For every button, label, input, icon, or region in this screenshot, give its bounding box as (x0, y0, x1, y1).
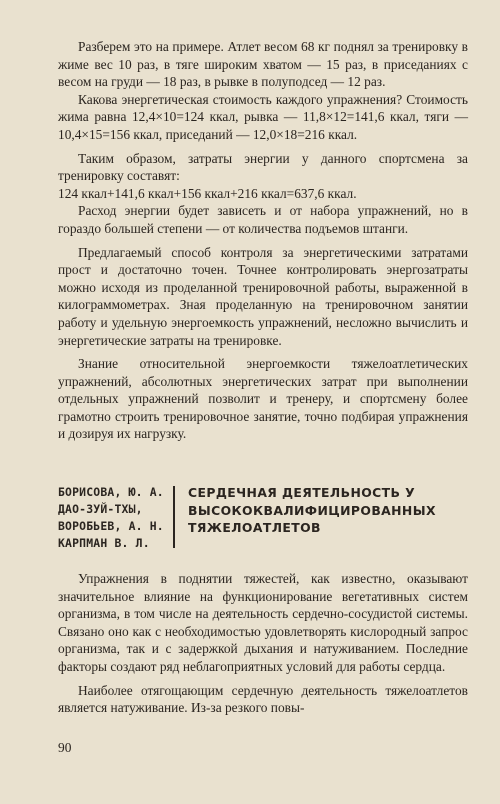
energy-formula: 124 ккал+141,6 ккал+156 ккал+216 ккал=637,6 ккал. (58, 185, 357, 201)
paragraph: Наиболее отягощающим сердечную деятельность тяжелоатлетов является натуживание. Из-за резкого повы- (58, 682, 468, 716)
page-number: 90 (58, 740, 72, 755)
paragraph: Упражнения в поднятии тяжестей, как известно, оказывают значительное влияние на функционирование вегетативных систем организма, в том числе на деятельность сердечно-сосудистой системы. Связано оно как с необходимостью удовлетворять кислородный запрос организма, так и с задержкой дыхания и натуживанием. Последние факторы создают ряд неблагоприятных условий для работы сердца. (58, 571, 468, 674)
article-header (58, 484, 478, 554)
author-line: КАРПМАН В. Л. (58, 536, 150, 550)
title-line: СЕРДЕЧНАЯ ДЕЯТЕЛЬНОСТЬ У (188, 485, 416, 500)
author-line: ДАО-ЗУЙ-ТХЫ, (58, 502, 143, 516)
paragraph: Предлагаемый способ контроля за энергетическими затратами прост и достаточно точен. Точнее контролировать энергозатраты можно исходя из проделанной тренировочной работы, выраженной в килограммометрах. Зная проделанную на тренировочном занятии работу и удельную энергоемкость упражнений, несложно вычислить и энергетические затраты на тренировке. (58, 244, 468, 348)
article-title (188, 484, 478, 537)
paragraph: Какова энергетическая стоимость каждого упражнения? Стоимость жима равна 12,4×10=124 ккал, рывка — 11,8×12=141,6 ккал, тяги — 10,4×15=156 ккал, приседаний — 12,0×18=216 ккал. (58, 91, 468, 142)
body-text-bottom (58, 570, 468, 717)
paragraph: Таким образом, затраты энергии у данного спортсмена за тренировку составят: (58, 150, 468, 184)
article-authors (58, 484, 166, 552)
author-line: ВОРОБЬЕВ, А. Н. (58, 519, 164, 533)
header-divider (173, 486, 175, 548)
body-text-top (58, 38, 468, 443)
paragraph: Расход энергии будет зависеть и от набора упражнений, но в гораздо большей степени — от количества подъемов штанги. (58, 203, 468, 236)
title-line: ТЯЖЕЛОАТЛЕТОВ (188, 520, 321, 536)
author-line: БОРИСОВА, Ю. А. (58, 485, 164, 499)
paragraph: Разберем это на примере. Атлет весом 68 кг поднял за тренировку в жиме вес 10 раз, в тяге широким хватом — 15 раз, в приседаниях с весом на груди — 18 раз, в рывке в полуподсед — 12 раз. (58, 39, 468, 90)
title-line: ВЫСОКОКВАЛИФИЦИРОВАННЫХ (188, 502, 436, 518)
paragraph: Знание относительной энергоемкости тяжелоатлетических упражнений, абсолютных энергетических затрат при выполнении отдельных упражнений позволит и тренеру, и спортсмену более грамотно строить тренировочное занятие, точно подбирая упражнения и дозируя их нагрузку. (58, 356, 468, 442)
